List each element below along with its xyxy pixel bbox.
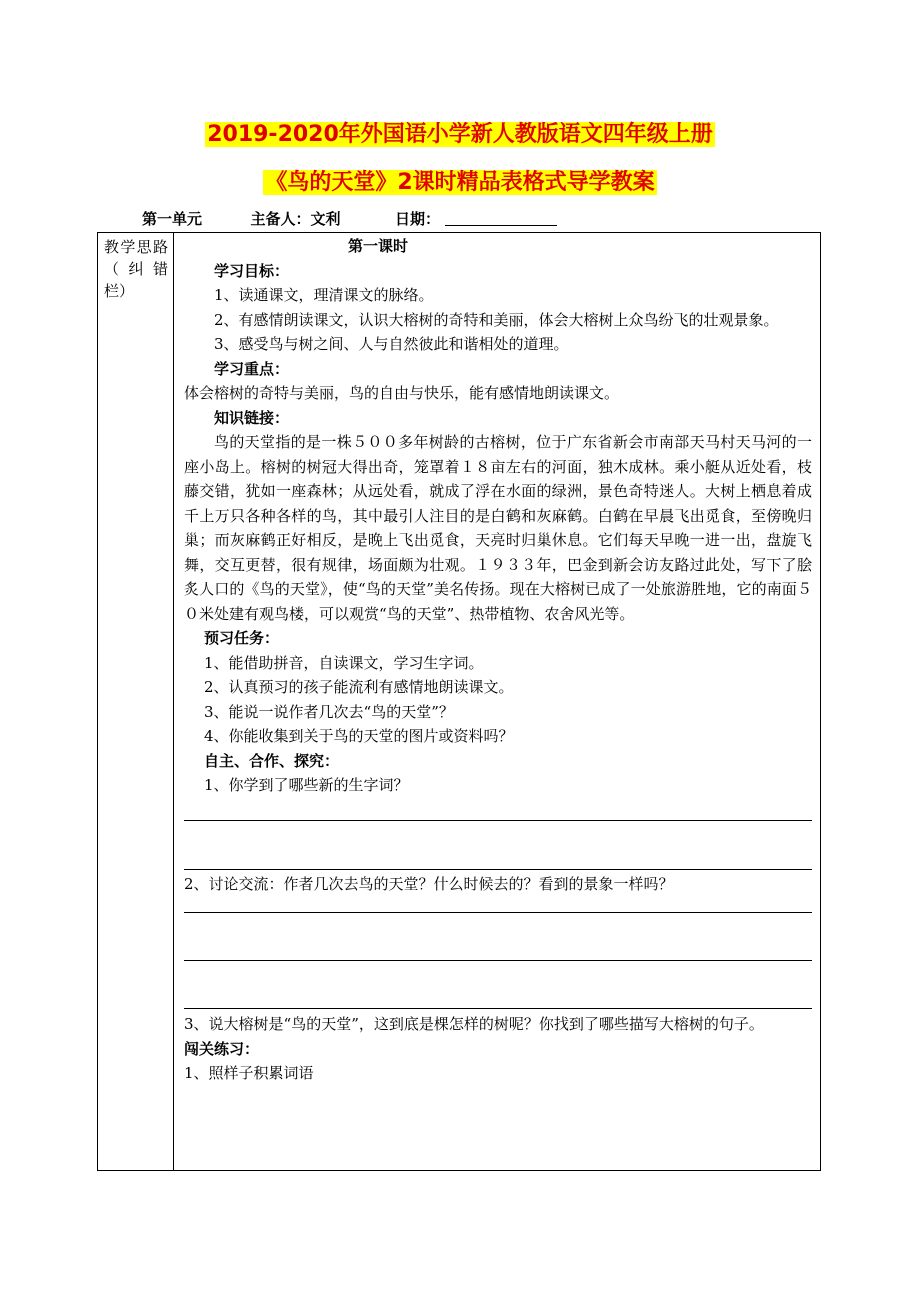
preview-heading: 预习任务： <box>204 629 280 647</box>
preview-item: 4、你能收集到关于鸟的天堂的图片或资料吗？ <box>204 727 514 745</box>
lesson-content <box>184 234 812 1086</box>
practice-heading: 闯关练习： <box>184 1039 260 1058</box>
preview-item: 2、认真预习的孩子能流利有感情地朗读课文。 <box>204 678 514 696</box>
knowledge-heading: 知识链接： <box>214 408 290 427</box>
goal-item: 2、有感情朗读课文，认识大榕树的奇特和美丽，体会大榕树上众鸟纷飞的壮观景象。 <box>214 310 779 329</box>
teaching-notes-column: 教学思路（纠错栏） <box>104 238 168 300</box>
preview-item: 1、能借助拼音，自读课文，学习生字词。 <box>204 653 484 672</box>
document-title-line1: 2019-2020年外国语小学新人教版语文四年级上册 <box>207 122 713 147</box>
goal-item: 3、感受鸟与树之间、人与自然彼此和谐相处的道理。 <box>214 335 569 353</box>
goal-item: 1、读通课文，理清课文的脉络。 <box>214 286 434 304</box>
answer-line <box>184 869 812 870</box>
header-meta-row <box>142 208 557 229</box>
unit-label: 第一单元 <box>142 210 203 228</box>
preparer-label: 主备人：文利 <box>250 210 341 228</box>
focus-text: 体会榕树的奇特与美丽，鸟的自由与快乐，能有感情地朗读课文。 <box>184 384 620 402</box>
table-column-divider <box>173 232 174 1171</box>
focus-heading: 学习重点： <box>214 359 290 378</box>
question-2: 2、讨论交流：作者几次去鸟的天堂？什么时候去的？看到的景象一样吗？ <box>184 874 674 893</box>
date-label: 日期： <box>394 210 440 228</box>
question-3: 3、说大榕树是“鸟的天堂”，这到底是棵怎样的树呢？你找到了哪些描写大榕树的句子。 <box>184 1015 764 1033</box>
date-blank-line <box>445 211 557 226</box>
preview-item: 3、能说一说作者几次去“鸟的天堂”？ <box>204 702 454 721</box>
lesson-title: 第一课时 <box>347 237 408 255</box>
practice-item: 1、照样子积累词语 <box>184 1064 314 1082</box>
answer-line <box>184 1008 812 1009</box>
goals-heading: 学习目标： <box>214 261 290 280</box>
explore-heading: 自主、合作、探究： <box>204 751 340 770</box>
document-title-line2: 《鸟的天堂》2课时精品表格式导学教案 <box>265 170 655 195</box>
question-1: 1、你学到了哪些新的生字词？ <box>204 776 409 794</box>
knowledge-text: 鸟的天堂指的是一株５００多年树龄的古榕树，位于广东省新会市南部天马村天马河的一座小岛上。榕树的树冠大得出奇，笼罩着１８亩左右的河面，独木成林。乘小艇从近处看，枝藤交错，犹如一座森林；从远处看，就成了浮在水面的绿洲，景色奇特迷人。大树上栖息着成千上万只各种各样的鸟，其中最引人注目的是白鹤和灰麻鹤。白鹤在早晨飞出觅食，至傍晚归巢；而灰麻鹤正好相反，是晚上飞出觅食，天亮时归巢休息。它们每天早晚一进一出，盘旋飞舞，交互更替，很有规律，场面颇为壮观。１９３３年，巴金到新会访友路过此处，写下了脍炙人口的《鸟的天堂》，使“鸟的天堂”美名传扬。现在大榕树已成了一处旅游胜地，它的南面５０米处建有观鸟楼，可以观赏“鸟的天堂”、热带植物、农舍风光等。 <box>184 433 812 623</box>
